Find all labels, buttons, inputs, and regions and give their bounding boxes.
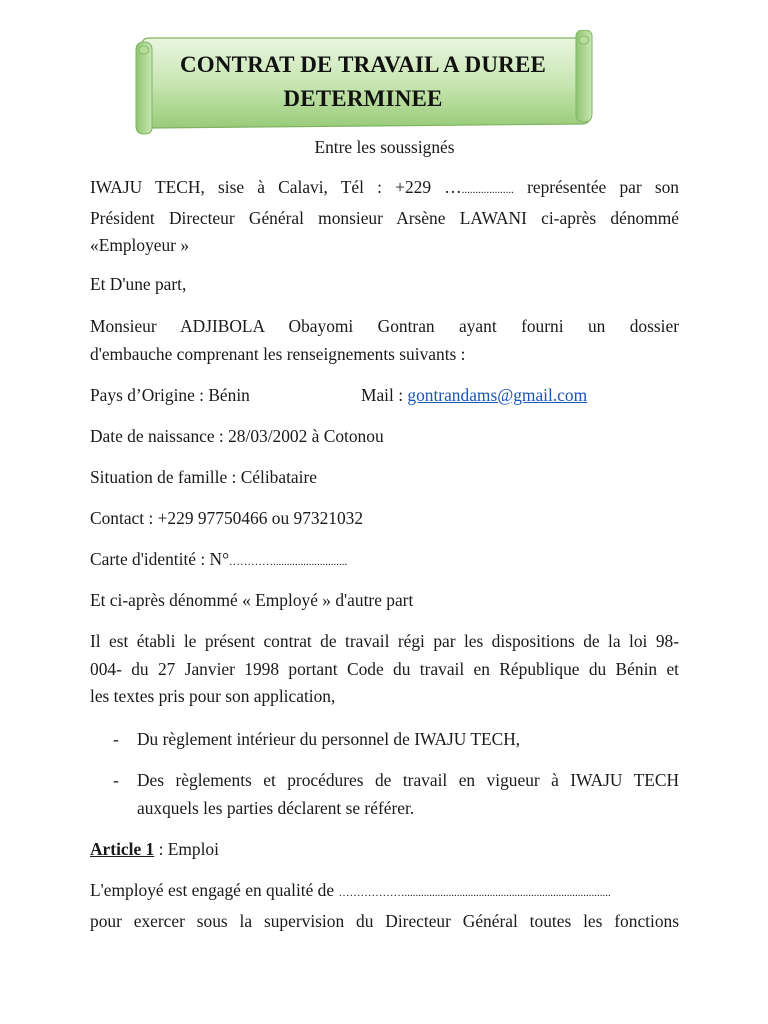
employer-line-3: «Employeur » — [90, 235, 190, 255]
id-card-label: Carte d'identité : N° — [90, 549, 230, 569]
law-line-1: Il est établi le présent contrat de travail régi par les dispositions de la loi 98- — [90, 631, 679, 651]
country-mail-line — [90, 382, 679, 410]
mail-label: Mail : — [361, 385, 408, 405]
title-banner — [132, 30, 594, 136]
employer-line-2: Président Directeur Général monsieur Arsène LAWANI ci-après dénommé — [90, 207, 679, 228]
mail-field — [361, 382, 587, 410]
first-party-line: Et D'une part, — [90, 274, 187, 294]
id-card-line — [90, 546, 679, 577]
bullet-item-2 — [113, 767, 679, 823]
article-1-heading — [90, 836, 679, 864]
bullet-2-line-1: Des règlements et procédures de travail en vigueur à IWAJU TECH — [137, 770, 679, 790]
employee-line-1: Monsieur ADJIBOLA Obayomi Gontran ayant fourni un dossier — [90, 316, 679, 336]
law-paragraph — [90, 628, 679, 711]
phone-dots: ................... — [461, 184, 514, 196]
employee-line-2: d'embauche comprenant les renseignements suivants : — [90, 343, 466, 364]
bullet-text-2 — [137, 767, 679, 822]
article-1-line-1: L'employé est engagé en qualité de ………………........................................................................... — [90, 880, 611, 900]
article-1-line-2: pour exercer sous la supervision du Directeur Général toutes les fonctions — [90, 910, 679, 931]
bullet-2-line-2: auxquels les parties déclarent se référer. — [137, 797, 415, 818]
employee-paragraph — [90, 313, 679, 368]
bullet-dash: - — [113, 729, 119, 749]
employer-line-1: IWAJU TECH, sise à Calavi, Tél : +229 …................... représentée par son — [90, 177, 680, 197]
bullet-item-1 — [113, 726, 679, 754]
birth-date-line: Date de naissance : 28/03/2002 à Cotonou — [90, 426, 384, 446]
family-status-line: Situation de famille : Célibataire — [90, 467, 317, 487]
email-link[interactable]: gontrandams@gmail.com — [407, 385, 588, 405]
bullet-dash: - — [113, 770, 119, 790]
id-card-dots: …………........................... — [229, 556, 348, 568]
country-of-origin: Pays d’Origine : Bénin — [90, 385, 250, 405]
intro-line: Entre les soussignés — [314, 137, 455, 157]
article-1-body — [90, 877, 679, 935]
contact-line: Contact : +229 97750466 ou 97321032 — [90, 508, 364, 528]
second-party-line: Et ci-après dénommé « Employé » d'autre part — [90, 590, 414, 610]
employer-paragraph — [90, 174, 679, 260]
document-title — [152, 48, 574, 116]
law-line-3: les textes pris pour son application, — [90, 686, 336, 706]
position-dots: ………………........................................................................... — [338, 887, 611, 899]
article-1-title: : Emploi — [154, 839, 219, 859]
bullet-text-1: Du règlement intérieur du personnel de IWAJU TECH, — [137, 729, 521, 749]
title-line-2: DETERMINEE — [283, 86, 443, 111]
article-1-label: Article 1 — [90, 839, 155, 859]
title-line-1: CONTRAT DE TRAVAIL A DUREE — [179, 52, 547, 77]
law-line-2: 004- du 27 Janvier 1998 portant Code du travail en République du Bénin et — [90, 658, 679, 679]
